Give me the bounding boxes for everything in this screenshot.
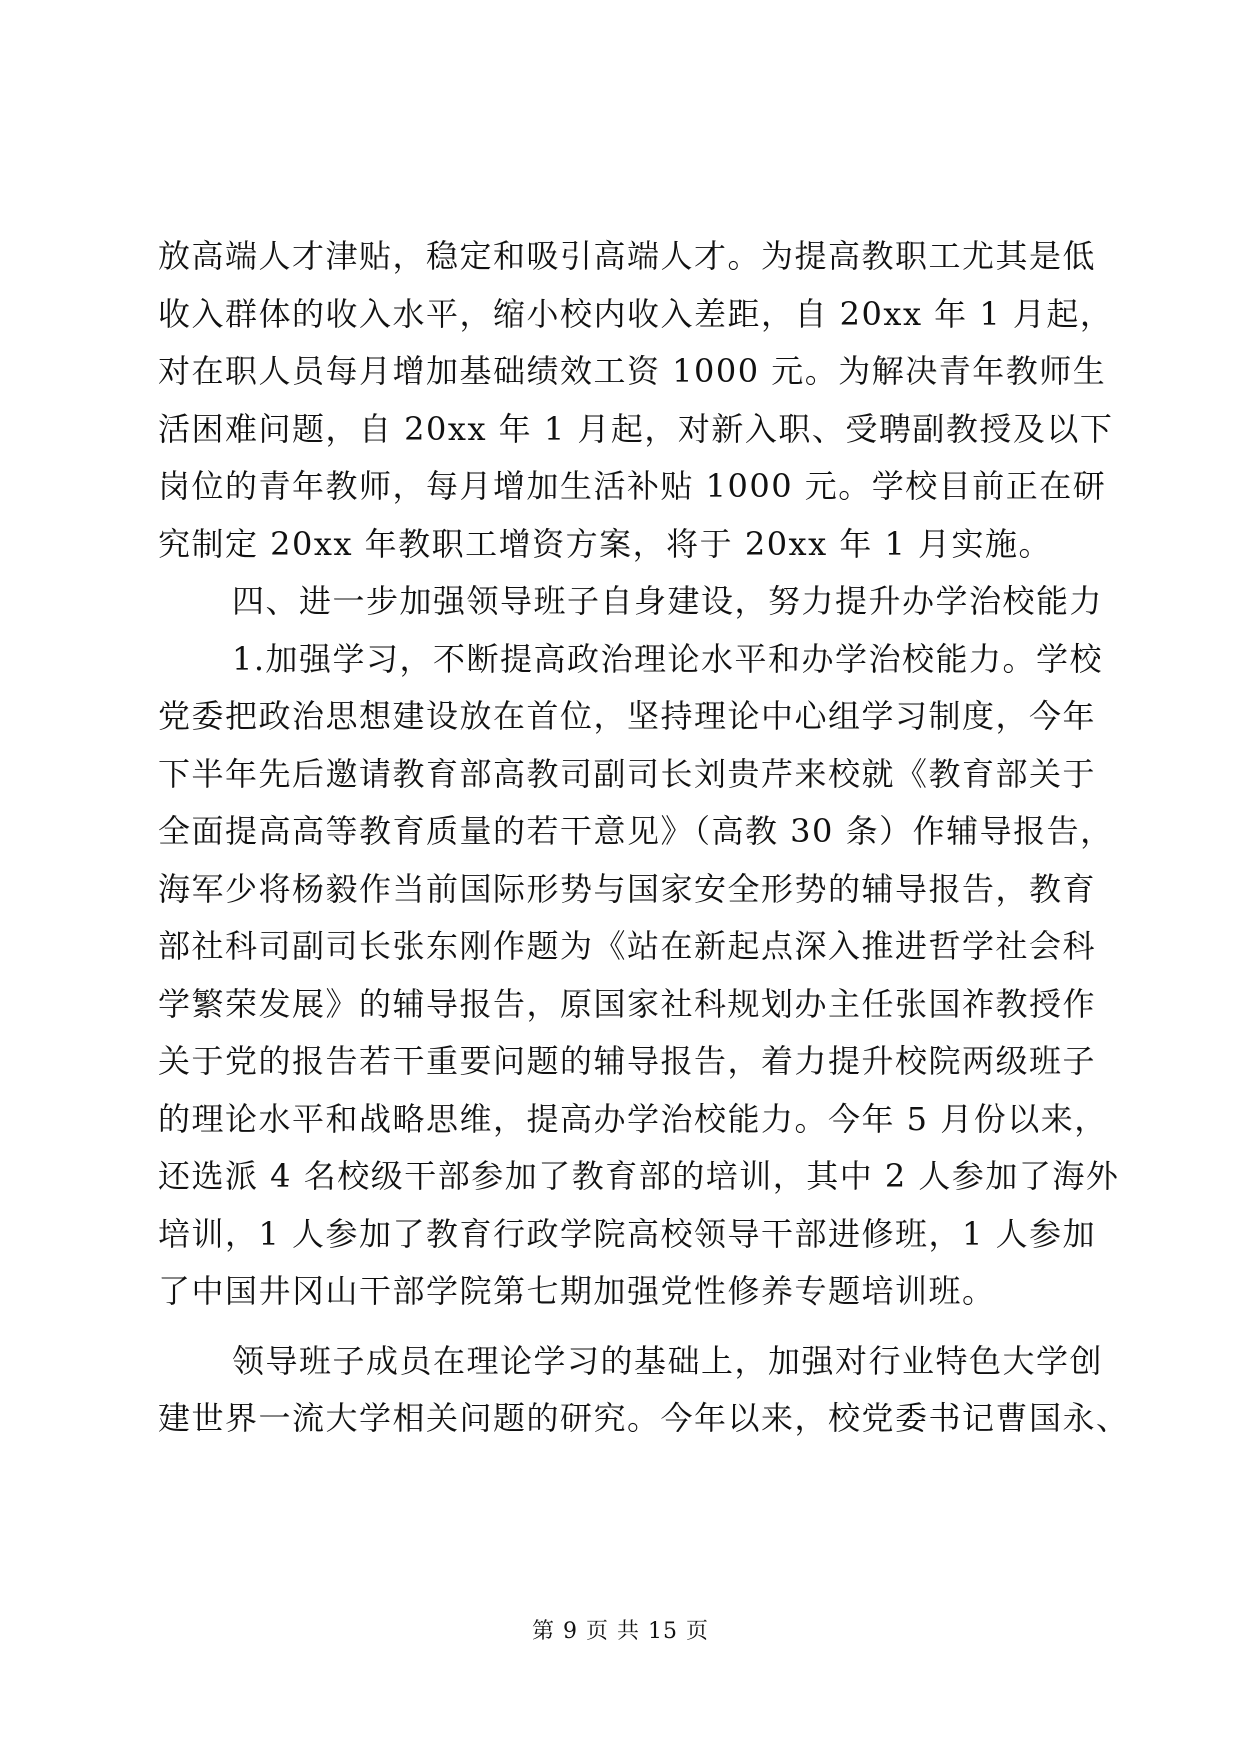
text-line: 海军少将杨毅作当前国际形势与国家安全形势的辅导报告，教育 bbox=[158, 869, 1097, 908]
paragraph-3 bbox=[158, 1333, 1130, 1448]
paragraph-spacer bbox=[158, 1321, 1088, 1333]
text-line: 学繁荣发展》的辅导报告，原国家社科规划办主任张国祚教授作 bbox=[158, 984, 1097, 1023]
text-line: 了中国井冈山干部学院第七期加强党性修养专题培训班。 bbox=[158, 1272, 996, 1310]
text-line: 党委把政治思想建设放在首位，坚持理论中心组学习制度，今年 bbox=[158, 697, 1097, 735]
text-line: 关于党的报告若干重要问题的辅导报告，着力提升校院两级班子 bbox=[158, 1042, 1097, 1080]
paragraph-1 bbox=[158, 228, 1114, 573]
page-number-footer: 第 9 页 共 15 页 bbox=[532, 1619, 709, 1644]
text-line: 放高端人才津贴，稳定和吸引高端人才。为提高教职工尤其是低 bbox=[158, 237, 1097, 275]
text-line: 建世界一流大学相关问题的研究。今年以来，校党委书记曹国永、 bbox=[158, 1399, 1130, 1437]
text-line: 还选派 4 名校级干部参加了教育部的培训，其中 2 人参加了海外 bbox=[158, 1157, 1120, 1195]
section-heading: 四、进一步加强领导班子自身建设，努力提升办学治校能力 bbox=[232, 582, 1104, 620]
text-line: 1.加强学习，不断提高政治理论水平和办学治校能力。学校 bbox=[232, 639, 1104, 678]
document-body bbox=[158, 228, 1130, 1448]
text-line: 究制定 20xx 年教职工增资方案，将于 20xx 年 1 月实施。 bbox=[158, 524, 1053, 563]
text-line: 领导班子成员在理论学习的基础上，加强对行业特色大学创 bbox=[232, 1341, 1104, 1380]
paragraph-2 bbox=[158, 631, 1120, 1321]
text-line: 活困难问题，自 20xx 年 1 月起，对新入职、受聘副教授及以下 bbox=[158, 409, 1114, 448]
text-line: 下半年先后邀请教育部高教司副司长刘贵芹来校就《教育部关于 bbox=[158, 754, 1097, 793]
text-line: 对在职人员每月增加基础绩效工资 1000 元。为解决青年教师生 bbox=[158, 352, 1107, 390]
text-line: 的理论水平和战略思维，提高办学治校能力。今年 5 月份以来， bbox=[158, 1099, 1108, 1138]
text-line: 全面提高高等教育质量的若干意见》（高教 30 条）作辅导报告， bbox=[158, 812, 1114, 850]
text-line: 培训，1 人参加了教育行政学院高校领导干部进修班，1 人参加 bbox=[158, 1214, 1097, 1253]
text-line: 岗位的青年教师，每月增加生活补贴 1000 元。学校目前正在研 bbox=[158, 467, 1107, 505]
text-line: 部社科司副司长张东刚作题为《站在新起点深入推进哲学社会科 bbox=[158, 927, 1097, 965]
text-line: 收入群体的收入水平，缩小校内收入差距，自 20xx 年 1 月起， bbox=[158, 294, 1114, 333]
